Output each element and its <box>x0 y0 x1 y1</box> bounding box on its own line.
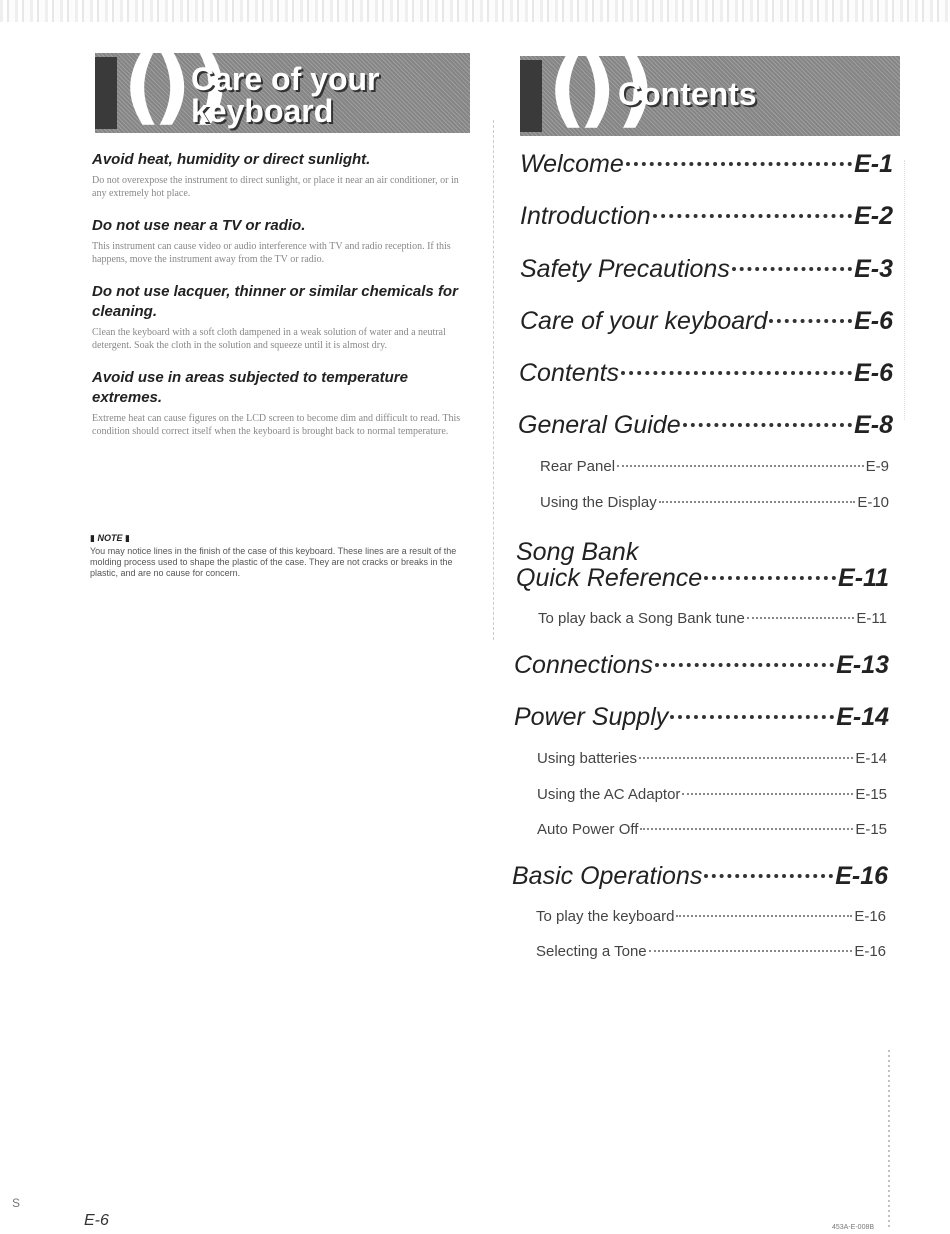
leader-dots <box>659 501 856 503</box>
leader-dots <box>621 371 852 375</box>
leader-dots <box>653 214 852 218</box>
note-mark-icon: ▮ <box>90 533 98 543</box>
toc-title: Power Supply <box>514 703 669 731</box>
toc-page: E-6 <box>854 307 893 335</box>
toc-page: E-14 <box>855 750 887 767</box>
toc-page: E-14 <box>836 703 889 731</box>
leader-dots <box>655 663 834 667</box>
toc-title: Basic Operations <box>512 862 703 890</box>
toc-entry-play-keyboard[interactable] <box>536 908 886 928</box>
banner-bar-icon <box>520 60 542 132</box>
toc-entry-play-back[interactable] <box>538 610 887 630</box>
toc-page: E-16 <box>835 862 888 890</box>
leader-dots <box>732 267 852 271</box>
column-divider <box>493 120 494 640</box>
leader-dots <box>626 162 852 166</box>
care-section <box>92 150 472 200</box>
care-section <box>92 368 472 438</box>
toc-page: E-15 <box>855 821 887 838</box>
left-paren-icon: ( <box>123 36 162 134</box>
toc-title: Using batteries <box>537 750 638 767</box>
toc-title: Using the Display <box>540 494 657 511</box>
section-body: Do not overexpose the instrument to direct sunlight, or place it near an air conditioner, or in any extremely hot place. <box>92 175 459 199</box>
toc-entry-basic-operations[interactable] <box>512 862 888 892</box>
toc-page: E-11 <box>838 564 889 592</box>
leader-dots <box>747 617 855 619</box>
page-number: E-6 <box>84 1212 109 1229</box>
toc-title: To play back a Song Bank tune <box>538 610 745 627</box>
note-text: You may notice lines in the finish of the case of this keyboard. These lines are a result of the molding process used to shape the plastic of the case. They are not cracks or breaks in the plastic, and are no cause for concern. <box>90 546 457 578</box>
toc-entry-batteries[interactable] <box>537 750 887 770</box>
toc-entry-ac-adaptor[interactable] <box>537 786 887 806</box>
toc-entry-auto-power-off[interactable] <box>537 821 887 841</box>
toc-page: E-13 <box>836 651 889 679</box>
toc-title-line: Song Bank <box>516 538 639 566</box>
toc-page: E-1 <box>854 150 893 178</box>
toc-page: E-11 <box>856 610 887 627</box>
banner-bar-icon <box>95 57 117 129</box>
toc-entry-safety[interactable] <box>520 255 893 285</box>
toc-entry-care[interactable] <box>520 307 893 337</box>
toc-entry-introduction[interactable] <box>520 202 893 232</box>
toc-title: Rear Panel <box>540 458 616 475</box>
toc-page: E-3 <box>854 255 893 283</box>
toc-entry-selecting-tone[interactable] <box>536 943 886 963</box>
toc-title: Using the AC Adaptor <box>537 786 681 803</box>
toc-entry-connections[interactable] <box>514 651 889 681</box>
contents-banner-title: Contents <box>618 76 757 112</box>
care-banner <box>95 36 470 134</box>
leader-dots <box>617 465 864 467</box>
toc-title: To play the keyboard <box>536 908 675 925</box>
section-heading: Do not use lacquer, thinner or similar chemicals for cleaning. <box>92 283 458 320</box>
toc-entry-using-display[interactable] <box>540 494 889 514</box>
section-body: This instrument can cause video or audio interference with TV and radio reception. If this happens, move the instrument away from the TV or radio. <box>92 241 451 265</box>
document-code: 453A-E-008B <box>832 1224 875 1231</box>
toc-title: Introduction <box>520 202 651 230</box>
section-heading: Avoid heat, humidity or direct sunlight. <box>92 151 371 168</box>
toc-page: E-15 <box>855 786 887 803</box>
toc-entry-rear-panel[interactable] <box>540 458 889 478</box>
toc-page: E-6 <box>854 359 893 387</box>
scan-noise-strip <box>0 0 950 22</box>
binding-edge-marks <box>888 1050 890 1230</box>
toc-title: Quick Reference <box>516 564 703 592</box>
leader-dots <box>682 793 853 795</box>
section-heading: Do not use near a TV or radio. <box>92 217 306 234</box>
toc-title: Welcome <box>520 150 624 178</box>
toc-title: Auto Power Off <box>537 821 639 838</box>
toc-page: E-10 <box>857 494 889 511</box>
leader-dots <box>769 319 852 323</box>
page-edge-line <box>904 160 905 420</box>
toc-title: General Guide <box>518 411 681 439</box>
toc-page: E-16 <box>854 943 886 960</box>
leader-dots <box>683 423 852 427</box>
leader-dots <box>640 828 853 830</box>
toc-page: E-16 <box>854 908 886 925</box>
toc-entry-contents[interactable] <box>519 359 893 389</box>
note-label <box>90 533 465 544</box>
care-section <box>92 216 472 266</box>
note-box <box>90 533 465 579</box>
left-paren-icon: ( <box>548 39 587 137</box>
toc-title: Selecting a Tone <box>536 943 647 960</box>
section-body: Extreme heat can cause figures on the LCD screen to become dim and difficult to read. This condition should correct itself when the keyboard is brought back to normal temperature. <box>92 413 461 437</box>
double-slash-icon: )) <box>578 39 655 137</box>
note-mark-icon: ▮ <box>122 533 130 543</box>
edge-mark: S <box>12 1196 21 1210</box>
toc-entry-power-supply[interactable] <box>514 703 889 733</box>
care-sections <box>92 150 472 454</box>
care-banner-title: Care of your keyboard <box>191 61 380 129</box>
leader-dots <box>670 715 834 719</box>
leader-dots <box>639 757 853 759</box>
note-label-text: NOTE <box>97 533 123 543</box>
leader-dots <box>676 915 852 917</box>
toc-entry-song-bank[interactable] <box>516 564 889 594</box>
toc-title: Contents <box>519 359 620 387</box>
section-body: Clean the keyboard with a soft cloth dampened in a weak solution of water and a neutral detergent. Soak the cloth in the solution and squeeze until it is almost dry. <box>92 327 446 351</box>
toc-entry-welcome[interactable] <box>520 150 893 180</box>
double-slash-icon: )) <box>153 36 230 134</box>
toc-page: E-8 <box>854 411 893 439</box>
leader-dots <box>649 950 853 952</box>
care-section <box>92 282 472 352</box>
toc-entry-general-guide[interactable] <box>518 411 893 441</box>
leader-dots <box>704 874 833 878</box>
toc-page: E-2 <box>854 202 893 230</box>
leader-dots <box>704 576 836 580</box>
section-heading: Avoid use in areas subjected to temperature extremes. <box>92 369 408 406</box>
toc-title: Connections <box>514 651 653 679</box>
toc-title: Care of your keyboard <box>520 307 768 335</box>
contents-banner <box>520 39 900 137</box>
toc-title: Safety Precautions <box>520 255 730 283</box>
toc-page: E-9 <box>865 458 889 475</box>
